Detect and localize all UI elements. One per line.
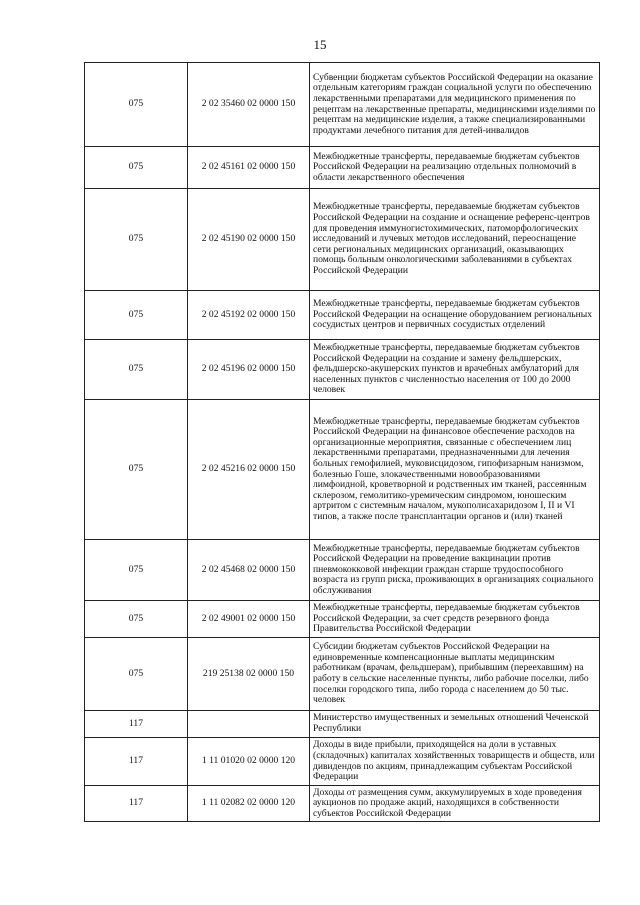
table-row	[85, 738, 600, 786]
budget-codes-table	[84, 62, 600, 822]
budget-code-cell: 219 25138 02 0000 150	[188, 638, 310, 711]
description-cell: Межбюджетные трансферты, передаваемые бюджетам субъектов Российской Федерации на создание и замену фельдшерских, фельдшерско-акушерских пунктов и врачебных амбулаторий для населенных пунктов с численностью населения от 100 до 2000 человек	[310, 340, 600, 400]
admin-code-cell: 075	[85, 340, 188, 400]
description-cell: Межбюджетные трансферты, передаваемые бюджетам субъектов Российской Федерации на финансовое обеспечение расходов на организационные мероприятия, связанные с обеспечением лиц лекарственными препаратами, предназначенными для лечения больных гемофилией, муковисцидозом, гипофизарным нанизмом, болезнью Гоше, злокачественными новообразованиями лимфоидной, кроветворной и родственных им тканей, рассеянным склерозом, гемолитико-уремическим синдромом, юношеским артритом с системным началом, мукополисахаридозом I, II и VI типов, а также после трансплантации органов и (или) тканей	[310, 400, 600, 540]
table-row	[85, 786, 600, 822]
budget-code-cell	[188, 711, 310, 738]
admin-code-cell: 075	[85, 291, 188, 340]
table-row	[85, 601, 600, 638]
table-row	[85, 340, 600, 400]
budget-code-cell: 2 02 45161 02 0000 150	[188, 147, 310, 189]
table-row	[85, 147, 600, 189]
table-row	[85, 63, 600, 147]
description-cell: Межбюджетные трансферты, передаваемые бюджетам субъектов Российской Федерации на оснащение оборудованием региональных сосудистых центров и первичных сосудистых отделений	[310, 291, 600, 340]
description-cell: Доходы в виде прибыли, приходящейся на доли в уставных (складочных) капиталах хозяйственных товариществ и обществ, или дивидендов по акциям, принадлежащим субъектам Российской Федерации	[310, 738, 600, 786]
admin-code-cell: 075	[85, 147, 188, 189]
budget-code-cell: 2 02 45192 02 0000 150	[188, 291, 310, 340]
admin-code-cell: 075	[85, 638, 188, 711]
table-row	[85, 400, 600, 540]
admin-code-cell: 075	[85, 601, 188, 638]
admin-code-cell: 117	[85, 711, 188, 738]
description-cell: Министерство имущественных и земельных отношений Чеченской Республики	[310, 711, 600, 738]
table-row	[85, 638, 600, 711]
admin-code-cell: 117	[85, 738, 188, 786]
admin-code-cell: 075	[85, 63, 188, 147]
budget-code-cell: 2 02 35460 02 0000 150	[188, 63, 310, 147]
description-cell: Доходы от размещения сумм, аккумулируемых в ходе проведения аукционов по продаже акций, находящихся в собственности субъектов Российской Федерации	[310, 786, 600, 822]
description-cell: Межбюджетные трансферты, передаваемые бюджетам субъектов Российской Федерации на создание и оснащение референс-центров для проведения иммуногистохимических, патоморфологических исследований и лучевых методов исследований, переоснащение сети региональных медицинских организаций, оказывающих помощь больным онкологическими заболеваниями в субъектах Российской Федерации	[310, 189, 600, 291]
budget-code-cell: 2 02 45216 02 0000 150	[188, 400, 310, 540]
admin-code-cell: 117	[85, 786, 188, 822]
admin-code-cell: 075	[85, 540, 188, 601]
budget-code-cell: 1 11 01020 02 0000 120	[188, 738, 310, 786]
budget-code-cell: 2 02 49001 02 0000 150	[188, 601, 310, 638]
table-row	[85, 189, 600, 291]
description-cell: Межбюджетные трансферты, передаваемые бюджетам субъектов Российской Федерации на реализацию отдельных полномочий в области лекарственного обеспечения	[310, 147, 600, 189]
admin-code-cell: 075	[85, 400, 188, 540]
description-cell: Субсидии бюджетам субъектов Российской Федерации на единовременные компенсационные выплаты медицинским работникам (врачам, фельдшерам), прибывшим (переехавшим) на работу в сельские населенные пункты, либо рабочие поселки, либо поселки городского типа, либо города с населением до 50 тыс. человек	[310, 638, 600, 711]
budget-code-cell: 2 02 45468 02 0000 150	[188, 540, 310, 601]
description-cell: Межбюджетные трансферты, передаваемые бюджетам субъектов Российской Федерации на проведение вакцинации против пневмококковой инфекции граждан старше трудоспособного возраста из групп риска, проживающих в организациях социального обслуживания	[310, 540, 600, 601]
budget-code-cell: 2 02 45190 02 0000 150	[188, 189, 310, 291]
table-row	[85, 291, 600, 340]
table-row	[85, 540, 600, 601]
admin-code-cell: 075	[85, 189, 188, 291]
description-cell: Межбюджетные трансферты, передаваемые бюджетам субъектов Российской Федерации, за счет средств резервного фонда Правительства Российской Федерации	[310, 601, 600, 638]
budget-code-cell: 1 11 02082 02 0000 120	[188, 786, 310, 822]
description-cell: Субвенции бюджетам субъектов Российской Федерации на оказание отдельным категориям граждан социальной услуги по обеспечению лекарственными препаратами для медицинского применения по рецептам на лекарственные препараты, медицинскими изделиями по рецептам на медицинские изделия, а также специализированными продуктами лечебного питания для детей-инвалидов	[310, 63, 600, 147]
table-row	[85, 711, 600, 738]
page-number: 15	[313, 37, 327, 52]
budget-code-cell: 2 02 45196 02 0000 150	[188, 340, 310, 400]
